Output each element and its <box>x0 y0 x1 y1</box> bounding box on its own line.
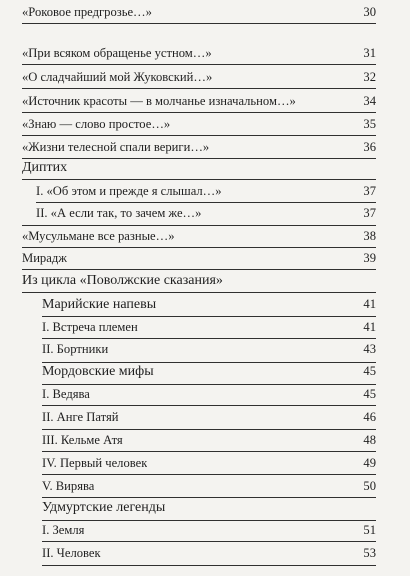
toc-entry-title: «Знаю — слово простое…» <box>22 117 171 131</box>
toc-divider <box>42 362 376 363</box>
toc-entry-title: V. Вирява <box>42 479 95 493</box>
toc-entry-title: Мирадж <box>22 251 67 265</box>
toc-divider <box>42 541 376 542</box>
toc-entry-title: «Источник красоты — в молчанье изначальном…» <box>22 94 296 108</box>
toc-entry-title: I. Земля <box>42 523 85 537</box>
toc-divider <box>22 135 376 136</box>
toc-entry[interactable] <box>42 479 376 494</box>
toc-divider <box>42 565 376 566</box>
toc-divider <box>42 497 376 498</box>
toc-entry-title: «При всяком обращенье устном…» <box>22 46 212 60</box>
toc-entry-page: 41 <box>363 320 376 334</box>
toc-entry[interactable] <box>22 94 376 109</box>
toc-entry-page: 35 <box>363 117 376 131</box>
toc-divider <box>42 429 376 430</box>
toc-entry-title: «Роковое предгрозье…» <box>22 5 152 19</box>
toc-entry-page: 49 <box>363 456 376 470</box>
toc-entry[interactable] <box>42 456 376 471</box>
toc-divider <box>22 158 376 159</box>
toc-divider <box>22 269 376 270</box>
toc-section-title: Диптих <box>22 160 68 175</box>
toc-entry-page: 39 <box>363 251 376 265</box>
toc-entry[interactable] <box>42 342 376 357</box>
toc-entry[interactable] <box>22 70 376 85</box>
toc-entry-title: I. Встреча племен <box>42 320 138 334</box>
toc-entry-page: 38 <box>363 229 376 243</box>
toc-entry-title: IV. Первый человек <box>42 456 148 470</box>
toc-divider <box>22 225 376 226</box>
toc-entry-page: 50 <box>363 479 376 493</box>
toc-entry-title: III. Кельме Атя <box>42 433 123 447</box>
toc-entry-title: II. Бортники <box>42 342 109 356</box>
toc-entry-page: 53 <box>363 546 376 560</box>
toc-entry-page: 45 <box>363 387 376 401</box>
toc-entry-title: II. Анге Патяй <box>42 410 119 424</box>
toc-entry[interactable] <box>42 546 376 561</box>
toc-divider <box>42 405 376 406</box>
toc-entry[interactable] <box>42 320 376 335</box>
toc-entry[interactable] <box>42 387 376 402</box>
toc-entry-page: 43 <box>363 342 376 356</box>
toc-entry[interactable] <box>22 140 376 155</box>
toc-section-title: Удмуртские легенды <box>42 500 166 515</box>
toc-entry-page: 37 <box>363 184 376 198</box>
toc-divider <box>22 64 376 65</box>
toc-entry-page: 36 <box>363 140 376 154</box>
toc-entry[interactable] <box>36 206 376 221</box>
toc-entry-page: 46 <box>363 410 376 424</box>
toc-divider <box>42 316 376 317</box>
toc-entry-title: II. «А если так, то зачем же…» <box>36 206 202 220</box>
toc-entry[interactable] <box>22 117 376 132</box>
toc-entry-title: «Мусульмане все разные…» <box>22 229 175 243</box>
toc-entry-page: 51 <box>363 523 376 537</box>
toc-divider <box>22 247 376 248</box>
toc-entry[interactable] <box>22 46 376 61</box>
toc-entry-title: «О сладчайший мой Жуковский…» <box>22 70 213 84</box>
toc-divider <box>22 88 376 89</box>
toc-section-title: Из цикла «Поволжские сказания» <box>22 273 223 288</box>
toc-divider <box>42 384 376 385</box>
toc-subsection-header[interactable] <box>42 500 376 516</box>
toc-entry[interactable] <box>42 523 376 538</box>
toc-divider <box>36 202 376 203</box>
toc-divider <box>22 292 376 293</box>
toc-entry[interactable] <box>42 410 376 425</box>
toc-section-header[interactable] <box>22 273 376 289</box>
toc-entry-page: 48 <box>363 433 376 447</box>
toc-divider <box>22 23 376 24</box>
toc-entry-title: I. «Об этом и прежде я слышал…» <box>36 184 222 198</box>
toc-entry-page: 45 <box>363 364 376 378</box>
toc-entry-page: 31 <box>363 46 376 60</box>
toc-divider <box>42 474 376 475</box>
toc-entry-title: I. Ведява <box>42 387 90 401</box>
toc-subsection-header[interactable] <box>42 297 376 313</box>
toc-section-title: Марийские напевы <box>42 297 157 312</box>
toc-entry-page: 34 <box>363 94 376 108</box>
toc-entry-title: «Жизни телесной спали вериги…» <box>22 140 210 154</box>
toc-divider <box>42 451 376 452</box>
toc-divider <box>42 520 376 521</box>
toc-section-title: Мордовские мифы <box>42 364 154 379</box>
toc-entry-page: 30 <box>363 5 376 19</box>
toc-divider <box>22 112 376 113</box>
toc-entry-page: 37 <box>363 206 376 220</box>
toc-entry-title: II. Человек <box>42 546 101 560</box>
toc-entry[interactable] <box>36 184 376 199</box>
toc-divider <box>22 179 376 180</box>
toc-entry[interactable] <box>22 5 376 20</box>
toc-entry-page: 32 <box>363 70 376 84</box>
toc-divider <box>42 338 376 339</box>
toc-entry[interactable] <box>42 433 376 448</box>
toc-entry[interactable] <box>22 251 376 266</box>
toc-entry[interactable] <box>22 229 376 244</box>
toc-subsection-header[interactable] <box>42 364 376 380</box>
toc-entry-page: 41 <box>363 297 376 311</box>
toc-section-header[interactable] <box>22 160 376 176</box>
